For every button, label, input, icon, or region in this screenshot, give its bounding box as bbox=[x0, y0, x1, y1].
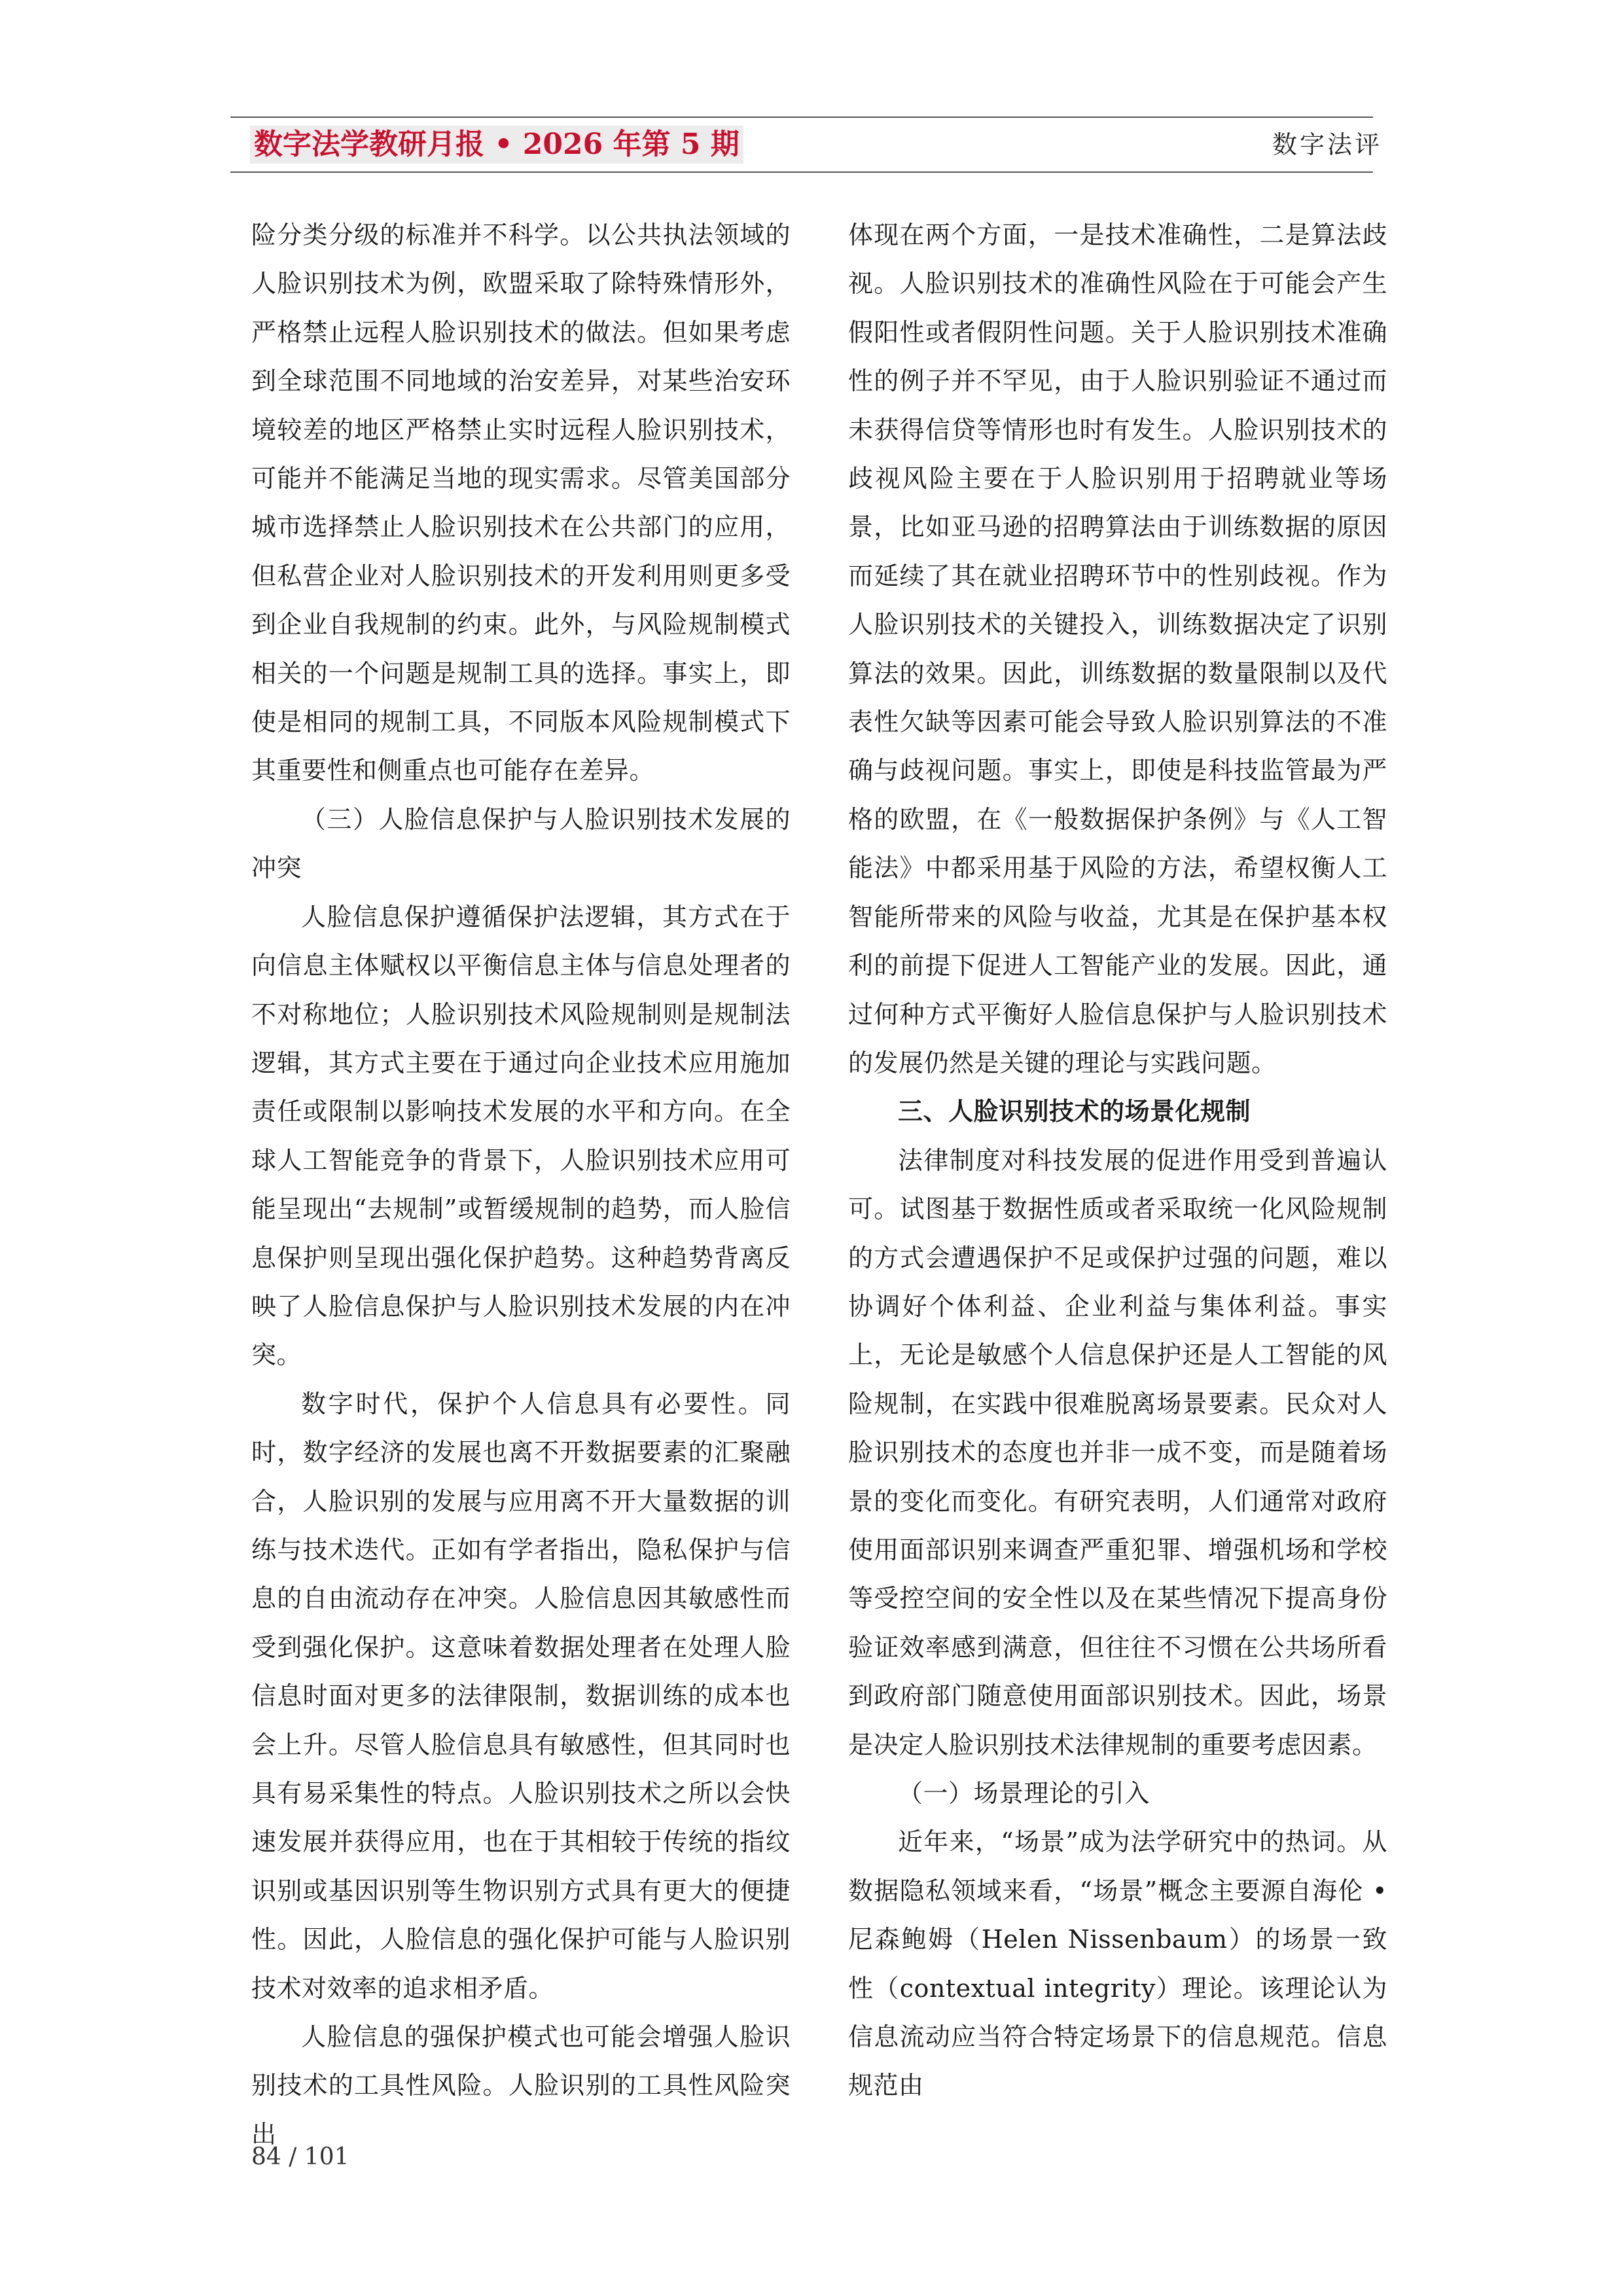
paragraph-continued: 险分类分级的标准并不科学。以公共执法领域的人脸识别技术为例，欧盟采取了除特殊情形外，严格禁止远程人脸识别技术的做法。但如果考虑到全球范围不同地域的治安差异，对某些治安环境较差的地区严格禁止实时远程人脸识别技术，可能并不能满足当地的现实需求。尽管美国部分城市选择禁止人脸识别技术在公共部门的应用，但私营企业对人脸识别技术的开发利用则更多受到企业自我规制的约束。此外，与风险规制模式相关的一个问题是规制工具的选择。事实上，即使是相同的规制工具，不同版本风险规制模式下其重要性和侧重点也可能存在差异。 bbox=[251, 221, 791, 785]
journal-title-text: 数字法学教研月报 • 2026 年第 5 期 bbox=[254, 128, 740, 161]
paragraph: 人脸信息的强保护模式也可能会增强人脸识别技术的工具性风险。人脸识别的工具性风险突出 bbox=[251, 2022, 791, 2149]
section-heading: 三、人脸识别技术的场景化规制 bbox=[898, 1096, 1251, 1126]
page-number: 84 / 101 bbox=[251, 2144, 349, 2170]
header-top-rule bbox=[230, 117, 1373, 118]
paragraph: 法律制度对科技发展的促进作用受到普遍认可。试图基于数据性质或者采取统一化风险规制的方式会遭遇保护不足或保护过强的问题，难以协调好个体利益、企业利益与集体利益。事实上，无论是敏感个人信息保护还是人工智能的风险规制，在实践中很难脱离场景要素。民众对人脸识别技术的态度也并非一成不变，而是随着场景的变化而变化。有研究表明，人们通常对政府使用面部识别来调查严重犯罪、增强机场和学校等受控空间的安全性以及在某些情况下提高身份验证效率感到满意，但往往不习惯在公共场所看到政府部门随意使用面部识别技术。因此，场景是决定人脸识别技术法律规制的重要考虑因素。 bbox=[848, 1145, 1387, 1759]
paragraph-continued: 体现在两个方面，一是技术准确性，二是算法歧视。人脸识别技术的准确性风险在于可能会产生假阳性或者假阴性问题。关于人脸识别技术准确性的例子并不罕见，由于人脸识别验证不通过而未获得信贷等情形也时有发生。人脸识别技术的歧视风险主要在于人脸识别用于招聘就业等场景，比如亚马逊的招聘算法由于训练数据的原因而延续了其在就业招聘环节中的性别歧视。作为人脸识别技术的关键投入，训练数据决定了识别算法的效果。因此，训练数据的数量限制以及代表性欠缺等因素可能会导致人脸识别算法的不准确与歧视问题。事实上，即使是科技监管最为严格的欧盟，在《一般数据保护条例》与《人工智能法》中都采用基于风险的方法，希望权衡人工智能所带来的风险与收益，尤其是在保护基本权利的前提下促进人工智能产业的发展。因此，通过何种方式平衡好人脸信息保护与人脸识别技术的发展仍然是关键的理论与实践问题。 bbox=[848, 221, 1387, 1077]
subsection-heading: （三）人脸信息保护与人脸识别技术发展的冲突 bbox=[251, 804, 791, 883]
header-bottom-rule bbox=[230, 171, 1373, 173]
subsection-heading: （一）场景理论的引入 bbox=[898, 1779, 1150, 1808]
journal-title bbox=[254, 124, 740, 165]
paragraph: 近年来，“场景”成为法学研究中的热词。从数据隐私领域来看，“场景”概念主要源自海伦 •尼森鲍姆（Helen Nissenbaum）的场景一致性（contextual integrity）理论。该理论认为信息流动应当符合特定场景下的信息规范。信息规范由 bbox=[848, 1827, 1387, 2100]
paragraph: 数字时代，保护个人信息具有必要性。同时，数字经济的发展也离不开数据要素的汇聚融合，人脸识别的发展与应用离不开大量数据的训练与技术迭代。正如有学者指出，隐私保护与信息的自由流动存在冲突。人脸信息因其敏感性而受到强化保护。这意味着数据处理者在处理人脸信息时面对更多的法律限制，数据训练的成本也会上升。尽管人脸信息具有敏感性，但其同时也具有易采集性的特点。人脸识别技术之所以会快速发展并获得应用，也在于其相较于传统的指纹识别或基因识别等生物识别方式具有更大的便捷性。因此，人脸信息的强化保护可能与人脸识别技术对效率的追求相矛盾。 bbox=[251, 1389, 791, 2003]
paragraph: 人脸信息保护遵循保护法逻辑，其方式在于向信息主体赋权以平衡信息主体与信息处理者的不对称地位；人脸识别技术风险规制则是规制法逻辑，其方式主要在于通过向企业技术应用施加责任或限制以影响技术发展的水平和方向。在全球人工智能竞争的背景下，人脸识别技术应用可能呈现出“去规制”或暂缓规制的趋势，而人脸信息保护则呈现出强化保护趋势。这种趋势背离反映了人脸信息保护与人脸识别技术发展的内在冲突。 bbox=[251, 902, 791, 1370]
left-column bbox=[251, 211, 791, 2159]
right-column bbox=[848, 211, 1387, 2110]
section-tag: 数字法评 bbox=[1272, 130, 1382, 159]
